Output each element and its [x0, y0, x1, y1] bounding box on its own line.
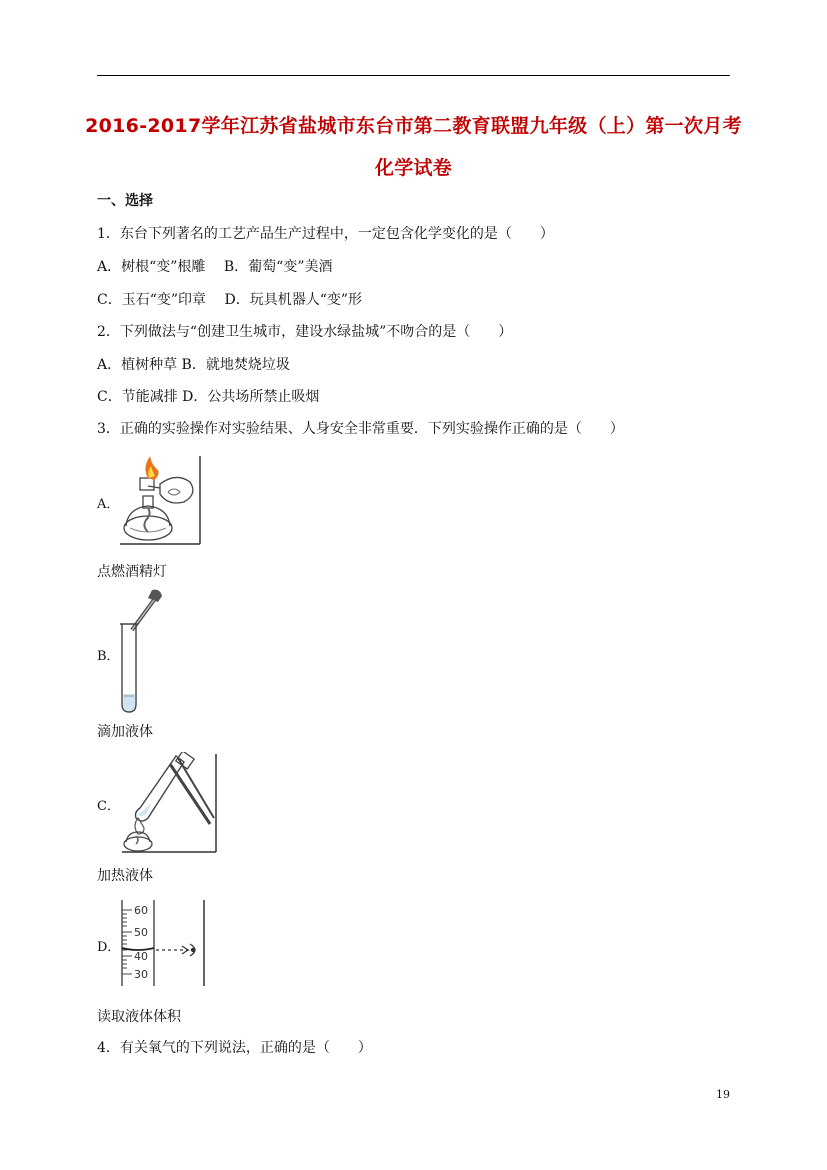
- dropper-test-tube-icon: [118, 586, 168, 714]
- option-d-letter: D．: [97, 940, 121, 955]
- question-4-stem: 4．有关氧气的下列说法，正确的是（ ）: [97, 1040, 372, 1056]
- tick-label-30: 30: [134, 968, 148, 981]
- section-heading: 一、选择: [97, 193, 153, 209]
- alcohol-lamp-lighting-icon: [118, 454, 204, 546]
- tick-label-60: 60: [134, 904, 148, 917]
- option-b-caption: 滴加液体: [97, 724, 153, 740]
- header-rule: [97, 75, 730, 76]
- question-1-options-ab: A．树根“变”根雕 B．葡萄“变”美酒: [97, 259, 333, 275]
- question-2-options-cd: C．节能减排 D．公共场所禁止吸烟: [97, 389, 320, 405]
- page-title-line-2: 化学试卷: [374, 157, 453, 179]
- question-2-stem: 2．下列做法与“创建卫生城市，建设水绿盐城”不吻合的是（ ）: [97, 324, 513, 340]
- tick-label-40: 40: [134, 950, 148, 963]
- option-c-caption: 加热液体: [97, 868, 153, 884]
- page-title-line-1: 2016-2017学年江苏省盐城市东台市第二教育联盟九年级（上）第一次月考: [85, 115, 742, 137]
- option-d-caption: 读取液体体积: [97, 1009, 181, 1025]
- graduated-cylinder-reading-icon: [118, 898, 208, 988]
- tick-label-50: 50: [134, 926, 148, 939]
- question-1-options-cd: C．玉石“变”印章 D．玩具机器人“变”形: [97, 292, 363, 308]
- question-3-stem: 3．正确的实验操作对实验结果、人身安全非常重要．下列实验操作正确的是（ ）: [97, 421, 624, 437]
- option-a-letter: A．: [97, 497, 120, 512]
- option-b-letter: B．: [97, 649, 120, 664]
- page-number: 19: [716, 1088, 730, 1101]
- option-c-letter: C．: [97, 799, 120, 814]
- question-2-options-ab: A．植树种草 B．就地焚烧垃圾: [97, 357, 290, 373]
- heating-test-tube-icon: [118, 752, 220, 854]
- question-1-stem: 1．东台下列著名的工艺产品生产过程中，一定包含化学变化的是（ ）: [97, 226, 554, 242]
- option-a-caption: 点燃酒精灯: [97, 564, 167, 580]
